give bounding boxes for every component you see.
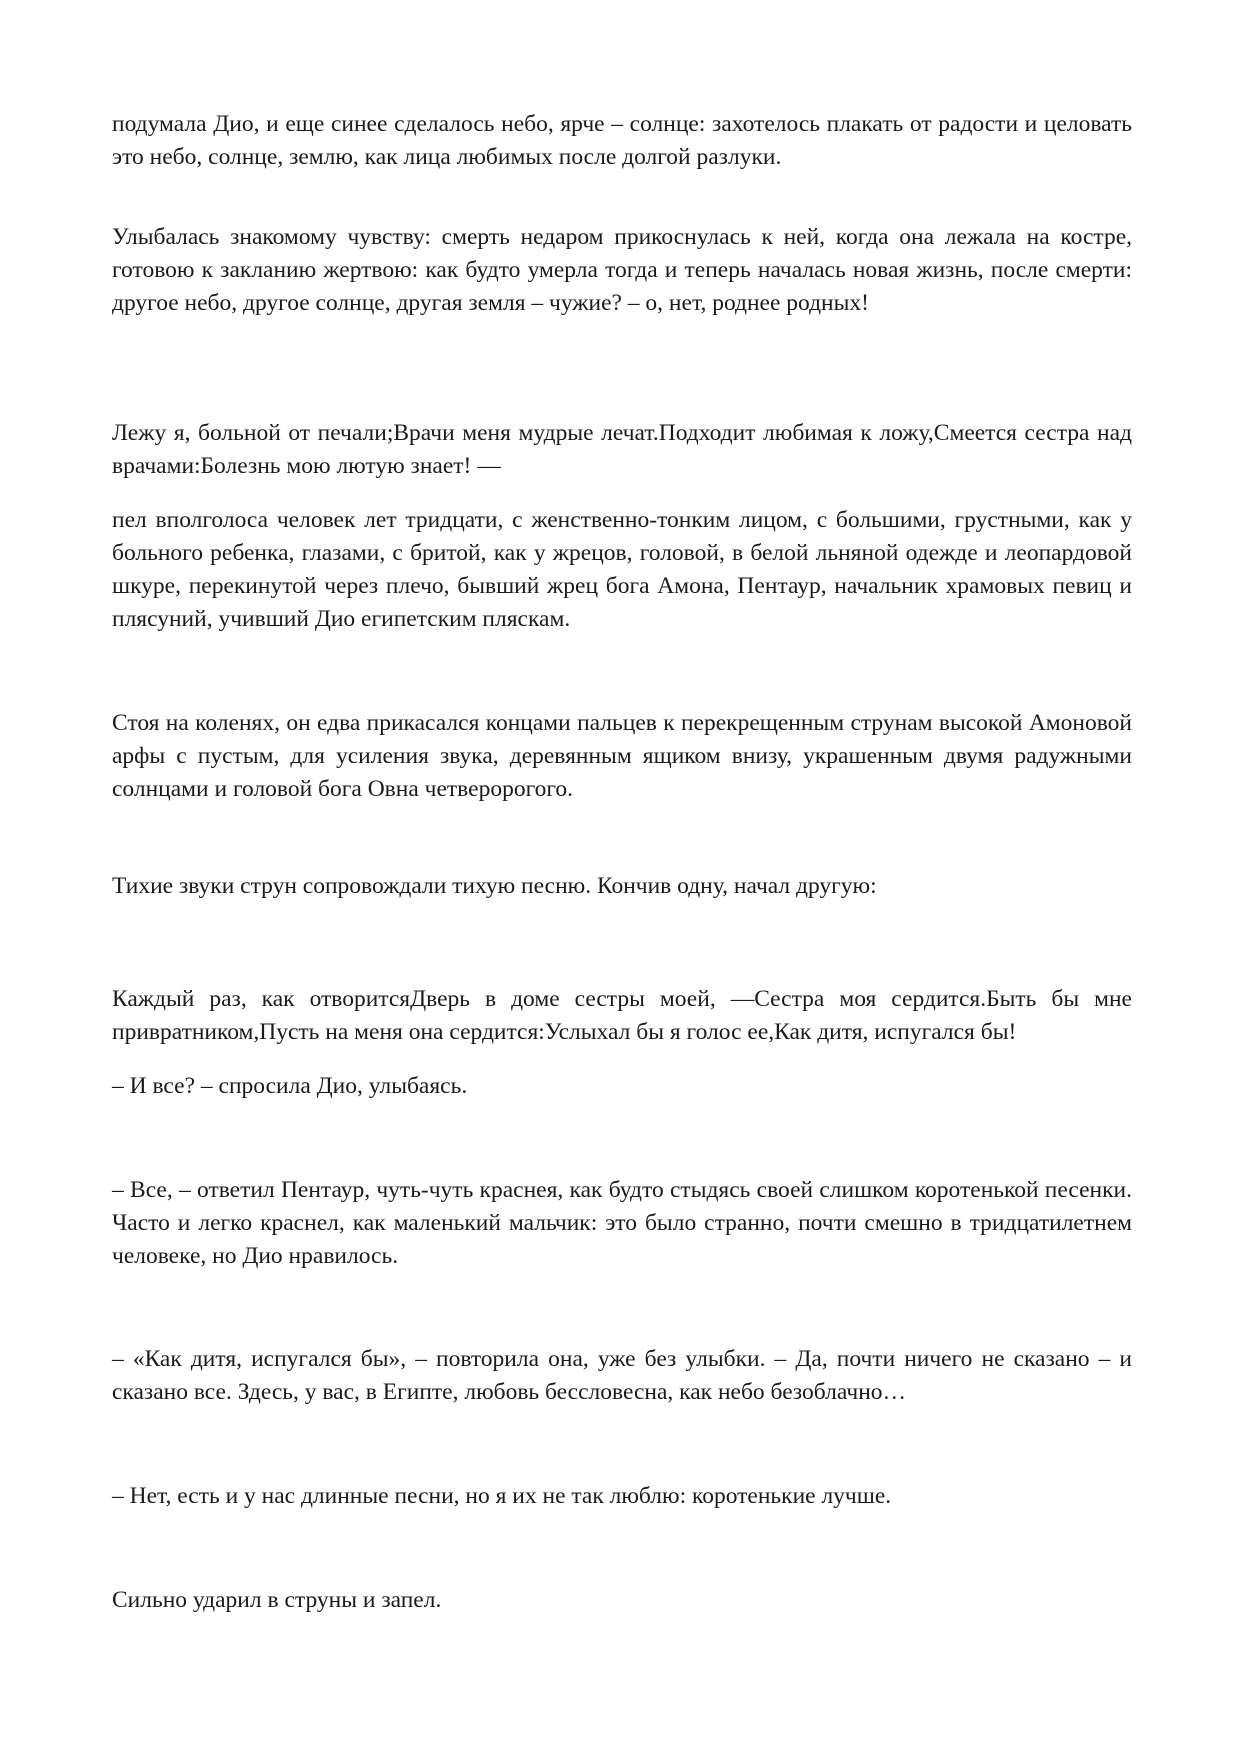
paragraph: пел вполголоса человек лет тридцати, с женственно-тонким лицом, с большими, грустными, как у больного ребенка, глазами, с бритой, как у жрецов, головой, в белой льняной одежде и леопардовой шкуре, перекинутой через плечо, бывший жрец бога Амона, Пентаур, начальник храмовых певиц и плясуний, учивший Дио египетским пляскам. <box>112 507 1132 632</box>
dialogue-paragraph: – Все, – ответил Пентаур, чуть-чуть краснея, как будто стыдясь своей слишком коротенькой песенки. Часто и легко краснел, как маленький мальчик: это было странно, почти смешно в тридцатилетнем человеке, но Дио нравилось. <box>112 1177 1132 1269</box>
dialogue-paragraph: – «Как дитя, испугался бы», – повторила она, уже без улыбки. – Да, почти ничего не сказано – и сказано все. Здесь, у вас, в Египте, любовь бессловесна, как небо безоблачно… <box>112 1346 1132 1405</box>
paragraph: Стоя на коленях, он едва прикасался концами пальцев к перекрещенным струнам высокой Амоновой арфы с пустым, для усиления звука, деревянным ящиком внизу, украшенным двумя радужными солнцами и головой бога Овна четверорогого. <box>112 710 1132 802</box>
paragraph: подумала Дио, и еще синее сделалось небо, ярче – солнце: захотелось плакать от радости и целовать это небо, солнце, землю, как лица любимых после долгой разлуки. <box>112 111 1132 170</box>
dialogue-paragraph: – И все? – спросила Дио, улыбаясь. <box>112 1073 468 1099</box>
paragraph: Тихие звуки струн сопровождали тихую песню. Кончив одну, начал другую: <box>112 873 877 899</box>
dialogue-paragraph: – Нет, есть и у нас длинные песни, но я их не так люблю: коротенькие лучше. <box>112 1483 892 1509</box>
verse-paragraph: Лежу я, больной от печали;Врачи меня мудрые лечат.Подходит любимая к ложу,Смеется сестра над врачами:Болезнь мою лютую знает! — <box>112 420 1132 479</box>
paragraph: Улыбалась знакомому чувству: смерть недаром прикоснулась к ней, когда она лежала на костре, готовою к закланию жертвою: как будто умерла тогда и теперь началась новая жизнь, после смерти: другое небо, другое солнце, другая земля – чужие? – о, нет, роднее родных! <box>112 224 1132 316</box>
verse-paragraph: Каждый раз, как отворитсяДверь в доме сестры моей, —Сестра моя сердится.Быть бы мне привратником,Пусть на меня она сердится:Услыхал бы я голос ее,Как дитя, испугался бы! <box>112 986 1132 1045</box>
paragraph: Сильно ударил в струны и запел. <box>112 1587 442 1613</box>
